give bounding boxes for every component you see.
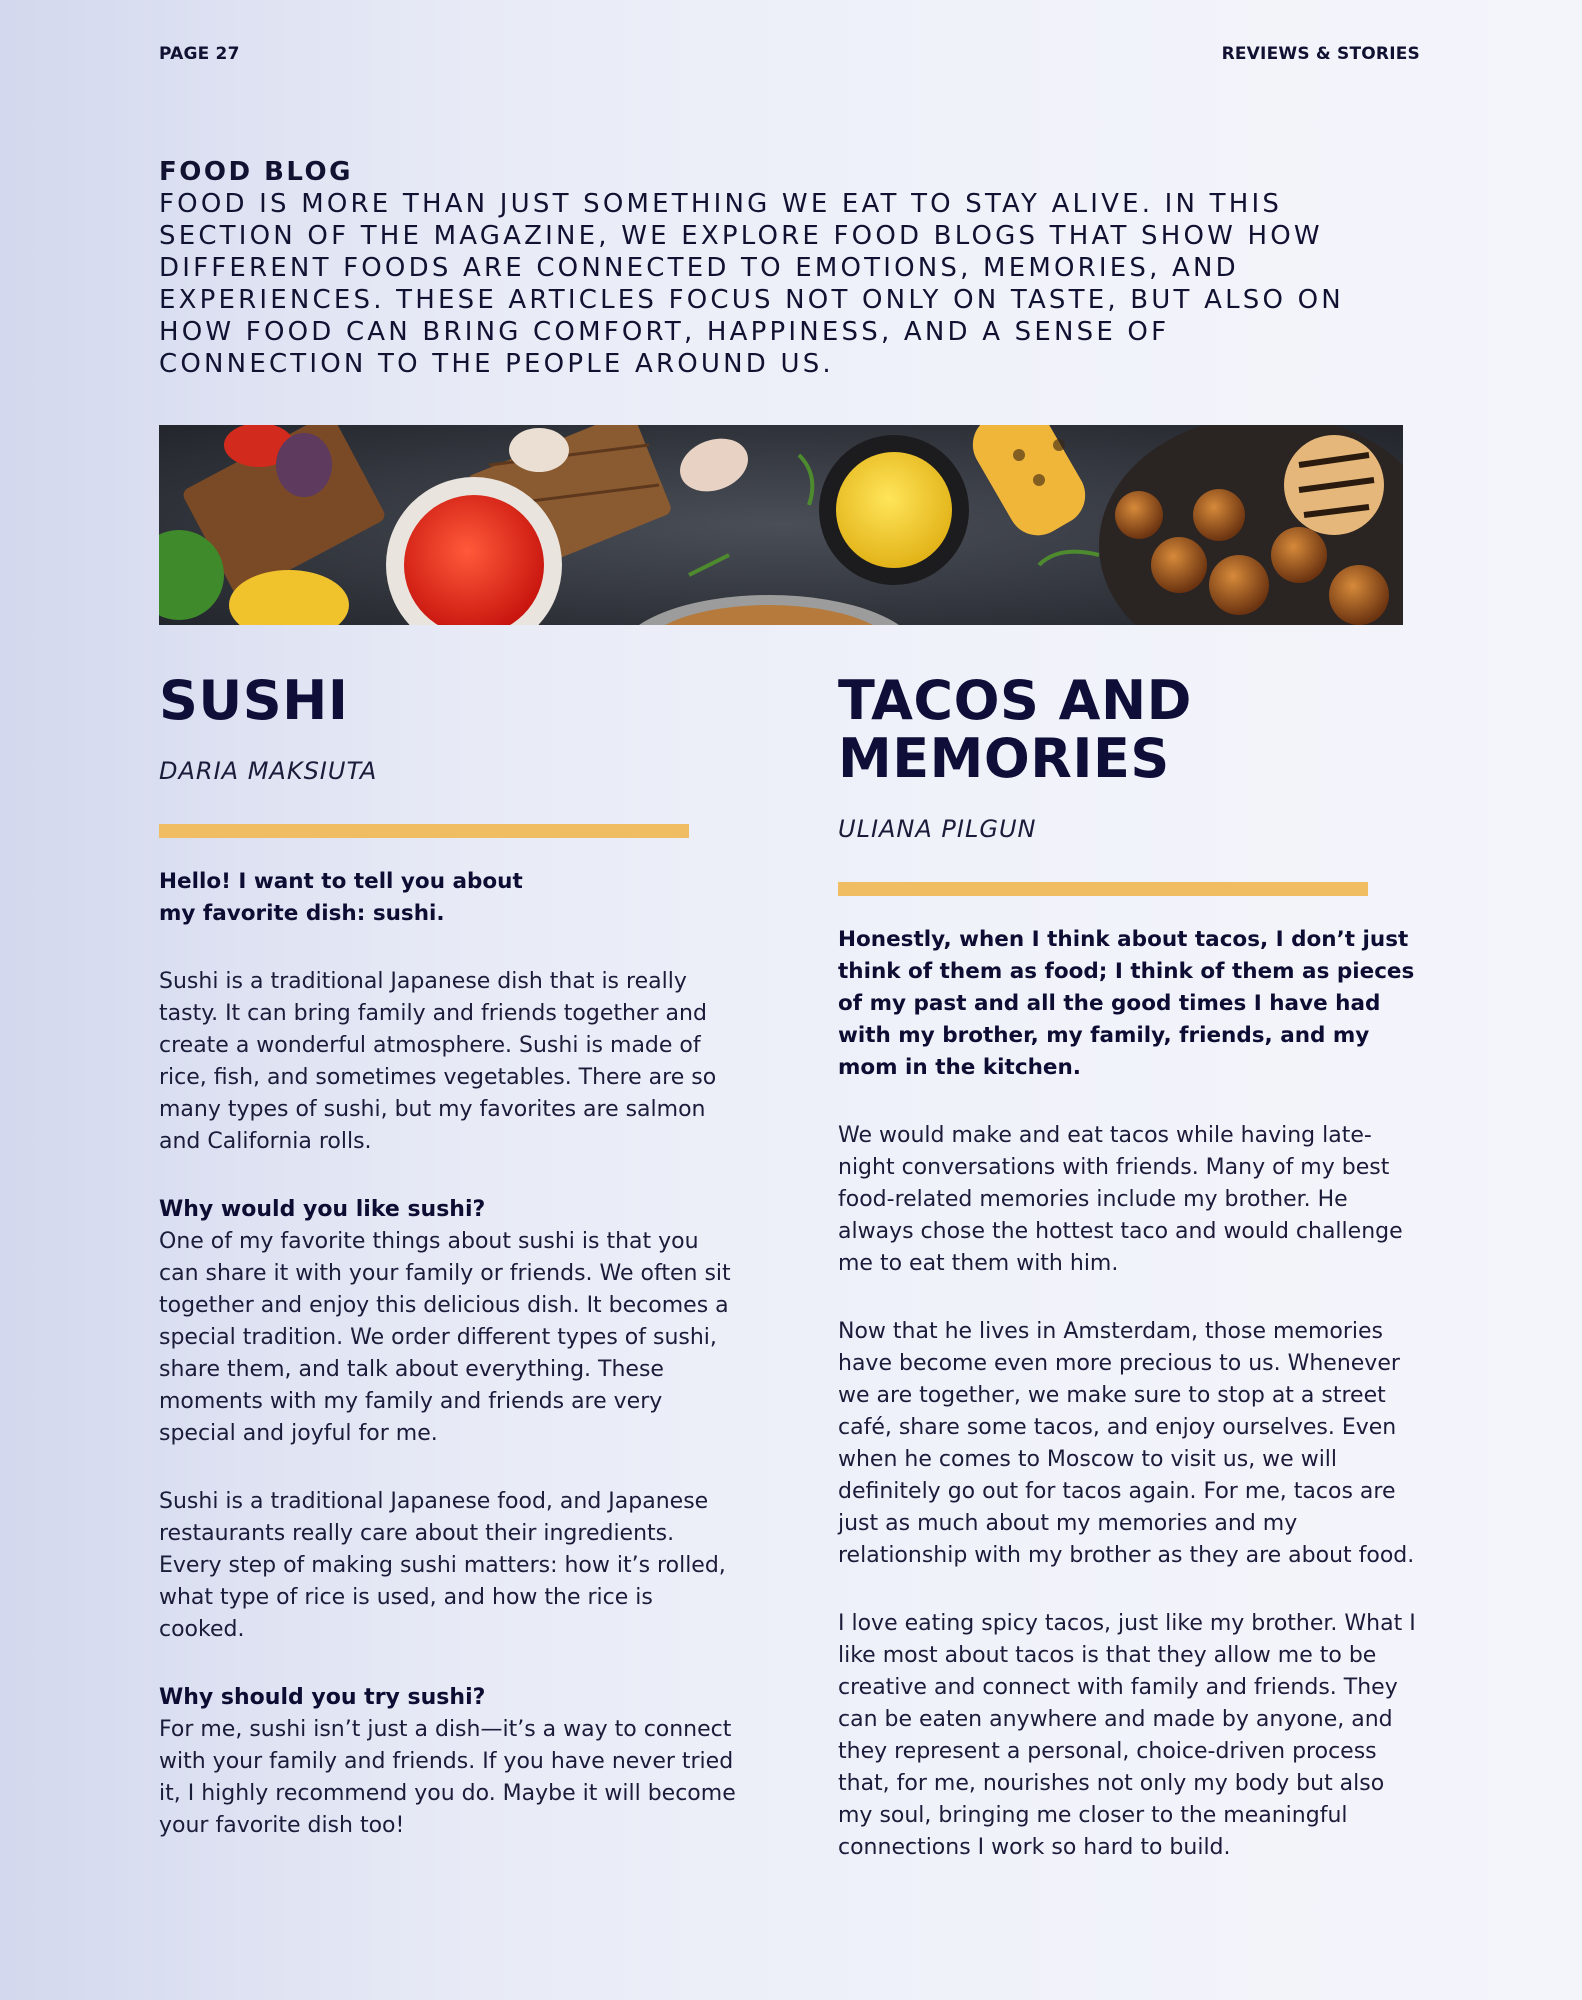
- article-subheading: Why would you like sushi?: [159, 1197, 486, 1222]
- intro-line: HOW FOOD CAN BRING COMFORT, HAPPINESS, AND A SENSE OF: [159, 317, 1170, 347]
- food-banner-image: [159, 425, 1403, 625]
- intro-line: FOOD IS MORE THAN JUST SOMETHING WE EAT TO STAY ALIVE. IN THIS: [159, 189, 1283, 219]
- intro-line: EXPERIENCES. THESE ARTICLES FOCUS NOT ONLY ON TASTE, BUT ALSO ON: [159, 285, 1344, 315]
- article-title: [838, 669, 1418, 790]
- running-header: [159, 44, 1420, 64]
- article-tacos: [838, 669, 1418, 1864]
- intro-line: CONNECTION TO THE PEOPLE AROUND US.: [159, 349, 834, 379]
- article-paragraph: For me, sushi isn’t just a dish—it’s a way to connect with your family and friends. If you have never tried it, I highly recommend you do. Maybe it will become your favorite dish too!: [159, 1717, 736, 1838]
- page-number: PAGE 27: [159, 44, 240, 64]
- lead-line: Hello! I want to tell you about: [159, 869, 523, 894]
- accent-rule: [838, 882, 1368, 896]
- article-paragraph: I love eating spicy tacos, just like my brother. What I like most about tacos is that they allow me to be creative and connect with family and friends. They can be eaten anywhere and made by anyone, and they represent a personal, choice-driven process that, for me, nourishes not only my body but also my soul, bringing me closer to the meaningful connections I work so hard to build.: [838, 1611, 1416, 1860]
- article-paragraph: One of my favorite things about sushi is that you can share it with your family or friends. We often sit together and enjoy this delicious dish. It becomes a special tradition. We order different types of sushi, share them, and talk about everything. These moments with my family and friends are very special and joyful for me.: [159, 1229, 731, 1446]
- article-paragraph: Now that he lives in Amsterdam, those memories have become even more precious to us. Whenever we are together, we make sure to stop at a street café, share some tacos, and enjoy ourselves. Even when he comes to Moscow to visit us, we will definitely go out for tacos again. For me, tacos are just as much about my memories and my relationship with my brother as they are about food.: [838, 1319, 1415, 1568]
- article-title: SUSHI: [159, 669, 349, 732]
- article-author: DARIA MAKSIUTA: [159, 757, 378, 785]
- mustard-bowl: [819, 435, 969, 585]
- accent-rule: [159, 824, 689, 838]
- intro-title: FOOD BLOG: [159, 157, 354, 187]
- intro-block: [159, 156, 1419, 380]
- article-subheading: Why should you try sushi?: [159, 1685, 486, 1710]
- section-label: REVIEWS & STORIES: [1221, 44, 1420, 64]
- article-sushi: [159, 669, 739, 1842]
- article-paragraph: We would make and eat tacos while having late-night conversations with friends. Many of my best food-related memories include my brother. He always chose the hottest taco and would challenge me to eat them with him.: [838, 1123, 1403, 1276]
- intro-line: SECTION OF THE MAGAZINE, WE EXPLORE FOOD BLOGS THAT SHOW HOW: [159, 221, 1323, 251]
- title-line: MEMORIES: [838, 727, 1170, 790]
- article-lead: [159, 866, 739, 930]
- article-paragraph: Sushi is a traditional Japanese dish that is really tasty. It can bring family and friends together and create a wonderful atmosphere. Sushi is made of rice, fish, and sometimes vegetables. There are so many types of sushi, but my favorites are salmon and California rolls.: [159, 969, 717, 1154]
- intro-line: DIFFERENT FOODS ARE CONNECTED TO EMOTIONS, MEMORIES, AND: [159, 253, 1239, 283]
- article-author: ULIANA PILGUN: [838, 815, 1037, 843]
- title-line: TACOS AND: [838, 669, 1192, 732]
- article-lead: Honestly, when I think about tacos, I don’t just think of them as food; I think of them as pieces of my past and all the good times I have had with my brother, my family, friends, and my mom in the kitchen.: [838, 927, 1415, 1080]
- article-paragraph: Sushi is a traditional Japanese food, and Japanese restaurants really care about their ingredients. Every step of making sushi matters: how it’s rolled, what type of rice is used, and how the rice is cooked.: [159, 1489, 726, 1642]
- lead-line: my favorite dish: sushi.: [159, 901, 445, 926]
